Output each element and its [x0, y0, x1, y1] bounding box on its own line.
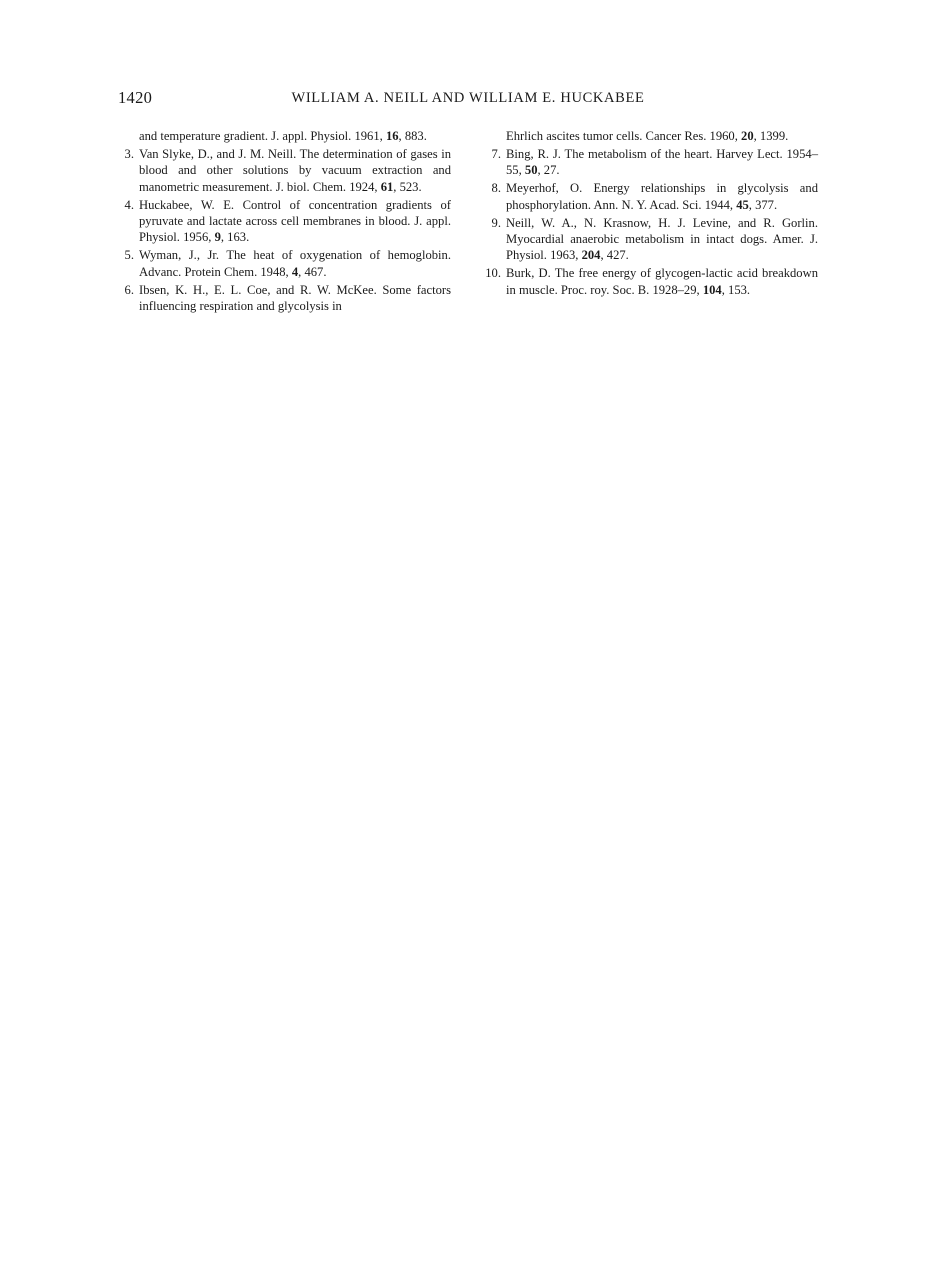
reference-volume: 45	[736, 197, 749, 212]
reference-entry	[485, 215, 818, 264]
reference-text: and temperature gradient. J. appl. Physiol. 1961, 16, 883.	[139, 129, 427, 143]
reference-entry	[118, 197, 451, 246]
reference-list-right	[485, 128, 818, 298]
reference-entry	[118, 128, 451, 144]
reference-text: Neill, W. A., N. Krasnow, H. J. Levine, and R. Gorlin. Myocardial anaerobic metabolism in intact dogs. Amer. J. Physiol. 1963, 204, 427.	[506, 215, 818, 263]
reference-number: 5.	[124, 248, 134, 263]
reference-volume: 9	[214, 230, 221, 245]
reference-column-left	[118, 128, 451, 316]
reference-text: Ehrlich ascites tumor cells. Cancer Res. 1960, 20, 1399.	[506, 129, 789, 143]
reference-number: 9.	[491, 215, 501, 230]
reference-text: Van Slyke, D., and J. M. Neill. The determination of gases in blood and other solutions by vacuum extraction and manometric measurement. J. biol. Chem. 1924, 61, 523.	[139, 146, 451, 194]
reference-volume: 16	[385, 129, 399, 143]
reference-volume: 50	[524, 163, 538, 178]
reference-columns	[118, 128, 818, 316]
reference-number: 3.	[124, 146, 134, 161]
page-header	[0, 88, 936, 108]
reference-text: Burk, D. The free energy of glycogen-lactic acid breakdown in muscle. Proc. roy. Soc. B. 1928–29, 104, 153.	[506, 266, 818, 297]
reference-volume: 61	[380, 179, 394, 194]
reference-number: 8.	[491, 181, 501, 196]
reference-number: 7.	[491, 146, 501, 161]
reference-number: 6.	[124, 282, 134, 297]
reference-number: 10.	[485, 266, 501, 281]
reference-column-right	[485, 128, 818, 316]
reference-text: Bing, R. J. The metabolism of the heart. Harvey Lect. 1954–55, 50, 27.	[506, 146, 818, 178]
running-head-title: WILLIAM A. NEILL AND WILLIAM E. HUCKABEE	[291, 90, 645, 106]
reference-volume: 204	[581, 248, 601, 263]
reference-text: Wyman, J., Jr. The heat of oxygenation of hemoglobin. Advanc. Protein Chem. 1948, 4, 467.	[139, 248, 451, 279]
reference-entry	[485, 146, 818, 179]
reference-entry	[118, 247, 451, 280]
reference-entry	[118, 282, 451, 315]
reference-text: Huckabee, W. E. Control of concentration gradients of pyruvate and lactate across cell membranes in blood. J. appl. Physiol. 1956, 9, 163.	[139, 197, 451, 245]
reference-volume: 104	[702, 282, 722, 297]
reference-entry	[118, 146, 451, 195]
reference-entry	[485, 128, 818, 144]
reference-volume: 4	[291, 264, 299, 279]
reference-volume: 20	[741, 129, 754, 143]
reference-entry	[485, 180, 818, 213]
reference-text: Meyerhof, O. Energy relationships in glycolysis and phosphorylation. Ann. N. Y. Acad. Sci. 1944, 45, 377.	[506, 181, 818, 212]
reference-number: 4.	[124, 197, 134, 212]
reference-text: Ibsen, K. H., E. L. Coe, and R. W. McKee. Some factors influencing respiration and glycolysis in	[139, 282, 451, 314]
reference-entry	[485, 265, 818, 298]
page-number: 1420	[118, 88, 153, 107]
reference-list-left	[118, 128, 451, 314]
